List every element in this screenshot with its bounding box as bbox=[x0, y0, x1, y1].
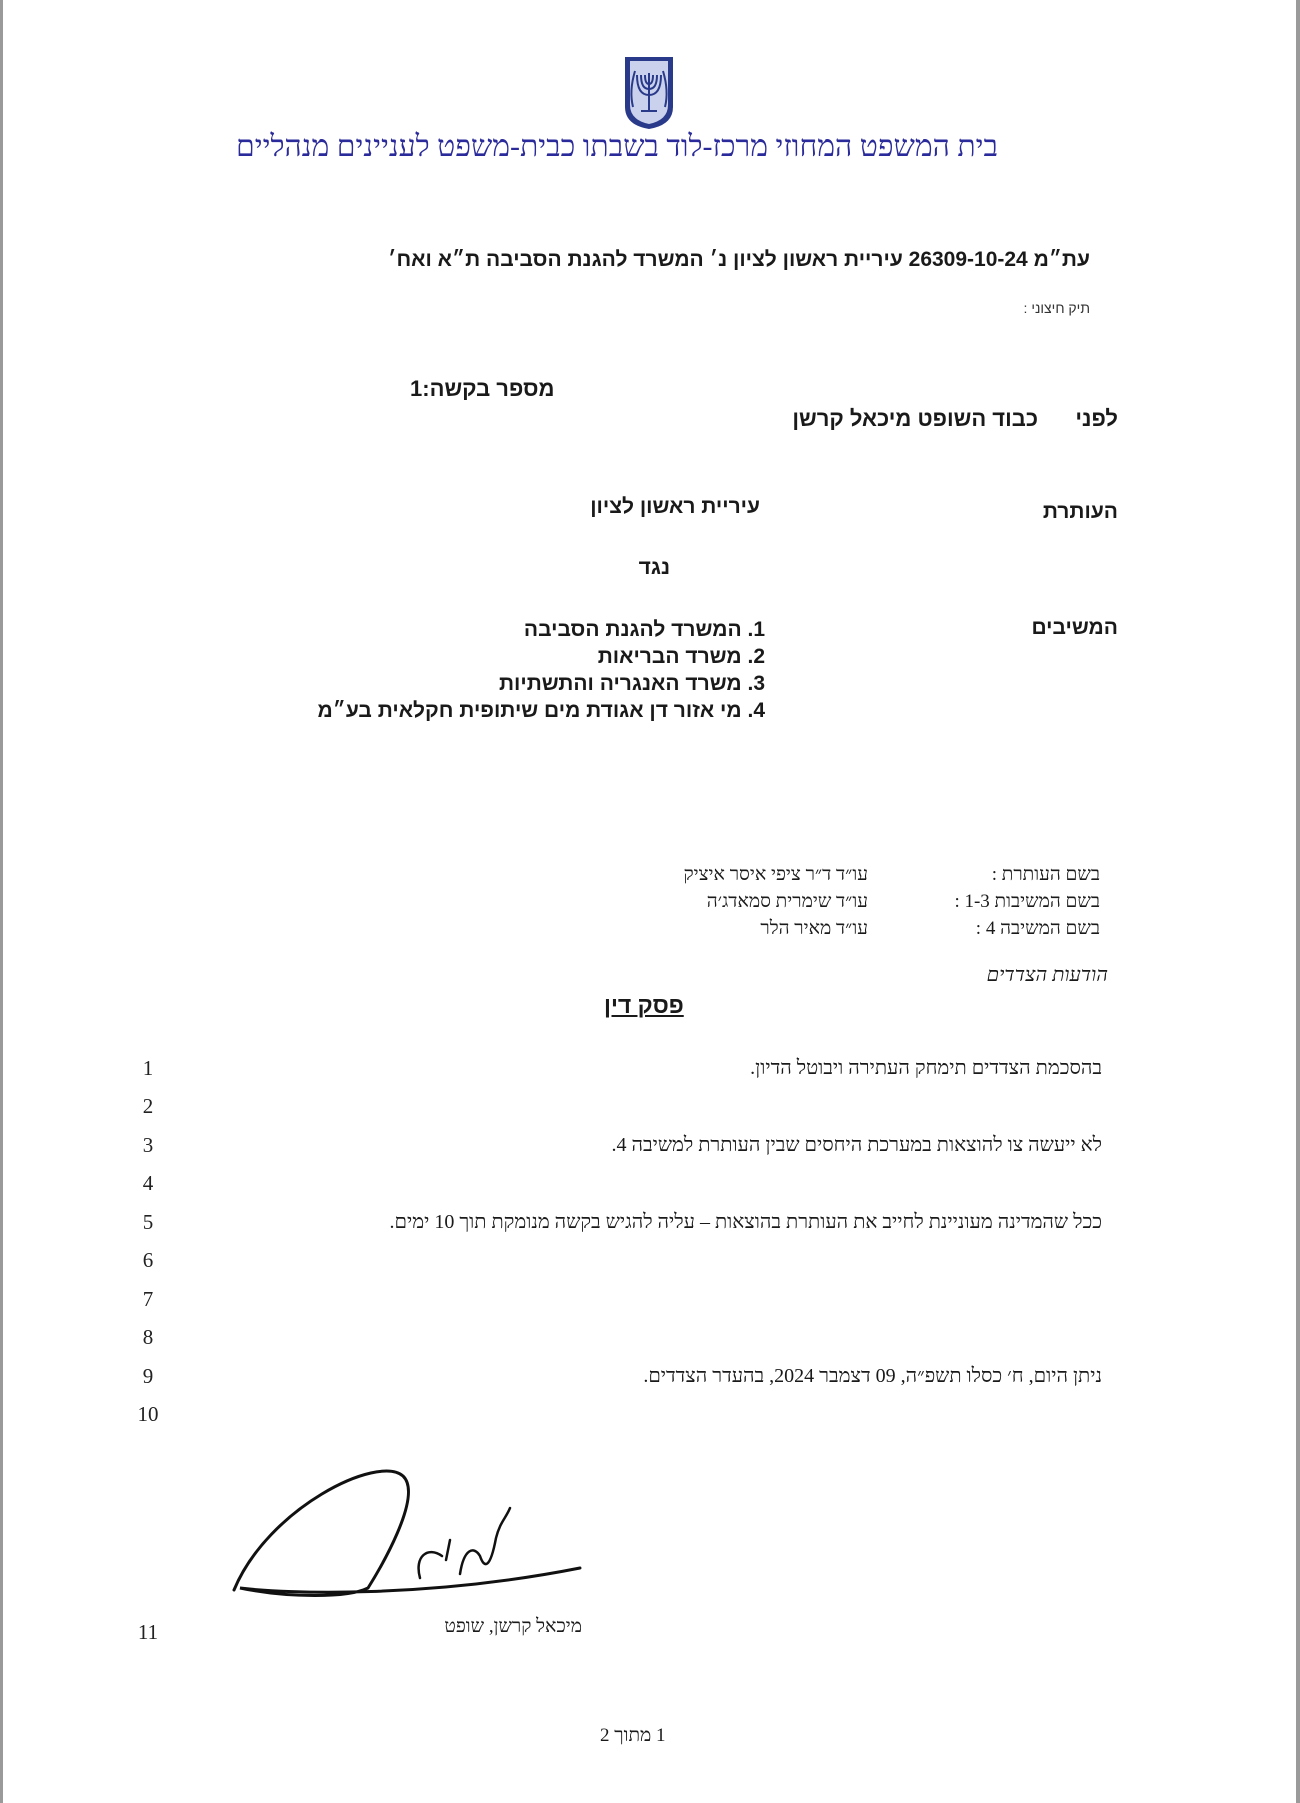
line-number: 4 bbox=[142, 1171, 154, 1195]
page-border bbox=[0, 0, 3, 1803]
before-label: לפני bbox=[1075, 406, 1118, 431]
signer-name: מיכאל קרשן, שופט bbox=[444, 1616, 582, 1637]
state-emblem-icon bbox=[623, 55, 675, 131]
line-number: 10 bbox=[137, 1402, 159, 1426]
line-number: 9 bbox=[142, 1364, 154, 1388]
judge-name: כבוד השופט מיכאל קרשן bbox=[792, 406, 1038, 431]
request-number: מספר בקשה:1 bbox=[410, 376, 555, 401]
respondent-item: 4. מי אזור דן אגודת מים שיתופית חקלאית בע״מ bbox=[317, 699, 765, 722]
verdict-line: ככל שהמדינה מעוניינת לחייב את העותרת בהוצאות – עליה להגיש בקשה מנומקת תוך 10 ימים. bbox=[389, 1211, 1102, 1233]
representative-lawyer: עו״ד שימרית סמאדג׳ה bbox=[706, 891, 868, 912]
line-number: 5 bbox=[142, 1210, 154, 1234]
line-number: 2 bbox=[142, 1094, 154, 1118]
verdict-title: פסק דין bbox=[604, 992, 684, 1018]
petitioner-name: עיריית ראשון לציון bbox=[590, 495, 760, 518]
petitioner-label: העותרת bbox=[1042, 500, 1118, 523]
line-number: 6 bbox=[142, 1248, 154, 1272]
representative-lawyer: עו״ד מאיר הלר bbox=[760, 918, 868, 939]
line-number: 7 bbox=[142, 1287, 154, 1311]
external-file-label: תיק חיצוני : bbox=[1023, 300, 1090, 316]
notices-label: הודעות הצדדים bbox=[986, 964, 1108, 986]
verdict-line: בהסכמת הצדדים תימחק העתירה ויבוטל הדיון. bbox=[750, 1057, 1102, 1079]
page-border bbox=[1296, 0, 1300, 1803]
line-number: 8 bbox=[142, 1325, 154, 1349]
representative-lawyer: עו״ד ד״ר ציפי איסר איציק bbox=[683, 864, 868, 885]
representative-label: בשם המשיבות 1-3 : bbox=[954, 891, 1100, 912]
representative-label: בשם המשיבה 4 : bbox=[975, 918, 1100, 939]
respondent-item: 3. משרד האנגריה והתשתיות bbox=[498, 672, 765, 695]
respondents-list bbox=[318, 616, 765, 724]
respondent-item: 1. המשרד להגנת הסביבה bbox=[523, 618, 765, 641]
versus-label: נגד bbox=[638, 556, 670, 579]
case-title: עת״מ 26309-10-24 עיריית ראשון לציון נ׳ המשרד להגנת הסביבה ת״א ואח׳ bbox=[387, 248, 1090, 271]
line-number: 1 bbox=[142, 1056, 154, 1080]
court-name: בית המשפט המחוזי מרכז-לוד בשבתו כבית-משפט לעניינים מנהליים bbox=[236, 130, 998, 163]
line-number: 3 bbox=[142, 1133, 154, 1157]
respondent-item: 2. משרד הבריאות bbox=[597, 645, 765, 668]
representative-label: בשם העותרת : bbox=[991, 864, 1100, 885]
verdict-line: לא ייעשה צו להוצאות במערכת היחסים שבין העותרת למשיבה 4. bbox=[611, 1134, 1102, 1156]
verdict-line: ניתן היום, ח׳ כסלו תשפ״ה, 09 דצמבר 2024, בהעדר הצדדים. bbox=[643, 1365, 1102, 1387]
judge-signature bbox=[228, 1448, 588, 1608]
respondents-label: המשיבים bbox=[1031, 616, 1118, 639]
page-number: 1 מתוך 2 bbox=[600, 1725, 666, 1746]
line-number: 11 bbox=[137, 1620, 159, 1644]
